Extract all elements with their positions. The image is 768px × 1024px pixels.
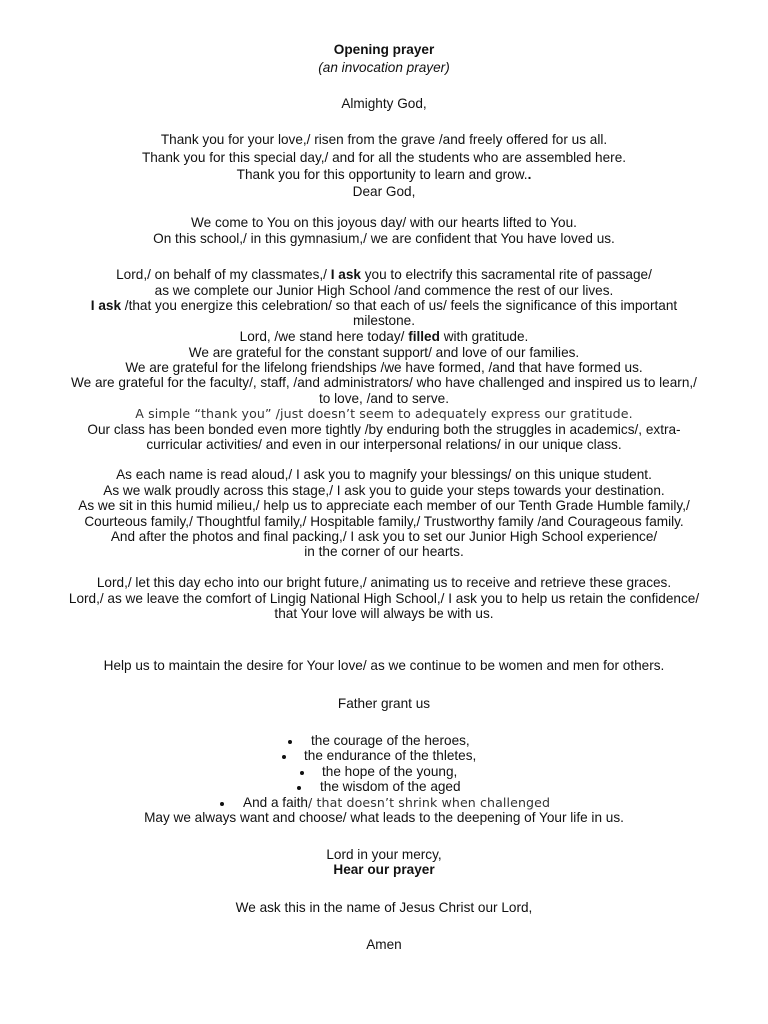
thanks-line-3: Thank you for this opportunity to learn and grow..: [236, 167, 532, 182]
grateful-line-1: We are grateful for the constant support/ and love of our families.: [188, 345, 580, 360]
amen-line: Amen: [366, 937, 402, 952]
future-line-1: Lord,/ let this day echo into our bright future,/ animating us to receive and retrieve these graces.: [96, 575, 672, 590]
thanks-line-2: Thank you for this special day,/ and for all the students who are assembled here.: [141, 150, 627, 165]
bullet-icon: [300, 771, 304, 775]
father-line: Father grant us: [337, 696, 431, 711]
bonded-line-1: Our class has been bonded even more tightly /by enduring both the struggles in academics/, extra-: [87, 422, 681, 437]
ask-line: We ask this in the name of Jesus Christ our Lord,: [235, 900, 533, 915]
behalf-line-1: Lord,/ on behalf of my classmates,/ I ask you to electrify this sacramental rite of passage/: [116, 267, 652, 282]
behalf-line-4: milestone.: [353, 313, 415, 328]
address-line: Almighty God,: [341, 96, 427, 111]
bullet-icon: [282, 755, 286, 759]
behalf-line-3: I ask /that you energize this celebration/ so that each of us/ feels the significance of this important: [90, 298, 678, 313]
dear-god-line: Dear God,: [352, 184, 416, 199]
future-line-3: that Your love will always be with us.: [274, 606, 494, 621]
names-line-1: As each name is read aloud,/ I ask you to magnify your blessings/ on this unique student.: [116, 467, 652, 482]
names-line-6: in the corner of our hearts.: [304, 544, 464, 559]
behalf-line-2: as we complete our Junior High School /and commence the rest of our lives.: [154, 283, 614, 298]
future-line-2: Lord,/ as we leave the comfort of Lingig National High School,/ I ask you to help us retain the confidence/: [68, 591, 700, 606]
names-line-2: As we walk proudly across this stage,/ I ask you to guide your steps towards your destination.: [103, 483, 665, 498]
list-item: the wisdom of the aged: [0, 779, 768, 795]
grateful-line-4: to love, /and to serve.: [319, 391, 449, 406]
names-line-5: And after the photos and final packing,/ I ask you to set our Junior High School experience/: [110, 529, 658, 544]
bullet-icon: [297, 786, 301, 790]
names-line-3: As we sit in this humid milieu,/ help us to appreciate each member of our Tenth Grade Humble family,/: [78, 498, 690, 513]
thanks-line-1: Thank you for your love,/ risen from the grave /and freely offered for us all.: [160, 132, 608, 147]
list-item: And a faith/ that doesn’t shrink when challenged: [0, 795, 768, 811]
list-item: the hope of the young,: [0, 764, 768, 780]
grateful-line-2: We are grateful for the lifelong friendships /we have formed, /and that have formed us.: [125, 360, 643, 375]
behalf-line-5: Lord, /we stand here today/ filled with gratitude.: [239, 329, 529, 344]
grateful-line-3: We are grateful for the faculty/, staff, /and administrators/ who have challenged and inspired us to learn,/: [71, 375, 697, 390]
help-line: Help us to maintain the desire for Your love/ as we continue to be women and men for others.: [103, 658, 665, 673]
names-line-4: Courteous family,/ Thoughtful family,/ Hospitable family,/ Trustworthy family /and Courageous family.: [84, 514, 684, 529]
bullet-icon: [288, 740, 292, 744]
list-item: the endurance of the thletes,: [0, 748, 768, 764]
document-subtitle: (an invocation prayer): [318, 60, 450, 75]
may-line: May we always want and choose/ what leads to the deepening of Your life in us.: [144, 810, 624, 825]
hear-line: Hear our prayer: [333, 862, 435, 877]
mercy-line: Lord in your mercy,: [326, 847, 442, 862]
bullet-icon: [220, 802, 224, 806]
simple-thanks-line: A simple “thank you” /just doesn’t seem to adequately express our gratitude.: [135, 406, 633, 421]
come-line-1: We come to You on this joyous day/ with our hearts lifted to You.: [191, 215, 577, 230]
list-item: the courage of the heroes,: [0, 733, 768, 749]
document-title: Opening prayer: [333, 42, 435, 57]
bonded-line-2: curricular activities/ and even in our interpersonal relations/ in our unique class.: [146, 437, 622, 452]
come-line-2: On this school,/ in this gymnasium,/ we are confident that You have loved us.: [153, 231, 615, 246]
